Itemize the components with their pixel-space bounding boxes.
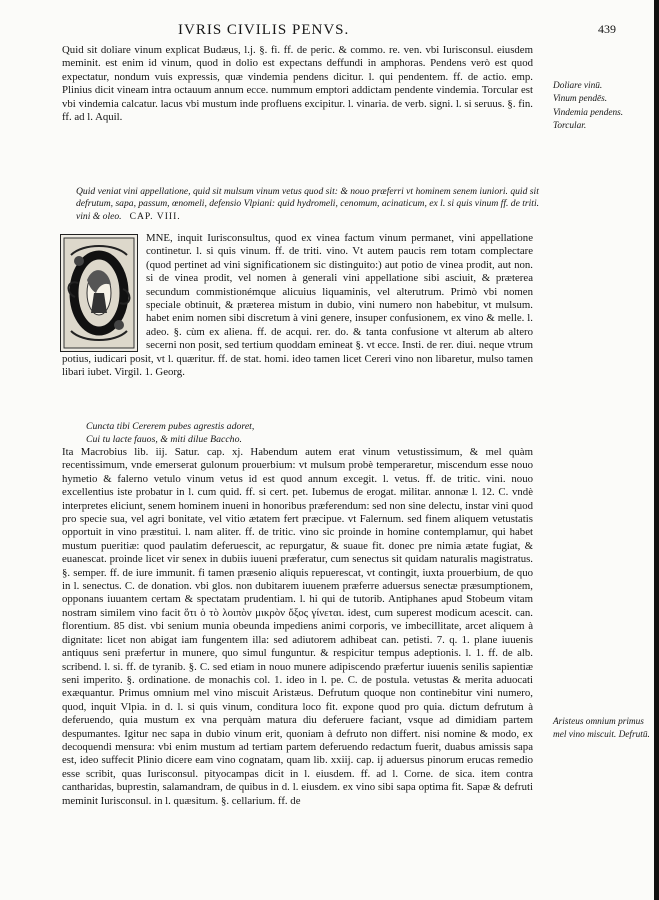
opening-paragraph: Quid sit doliare vinum explicat Budæus, l.j. §. fi. ff. de peric. & commo. re. ven. vbi Iurisconsul. eiusdem meminit. est enim id vinum, quod in dolio est expectans deffundi in amphoras. Pendens verò est quod expectatur, nondum vuis expressis, quæ vindemia pendens dicitur. l. qui pendentem. ff. de actio. emp. Plinius dicit vineam intra octauum annum ecce. nummum emptori addictam pendente vindemia. Torcular est vbi vindemia calcatur. lacus vbi mustum inde profluens excipitur. l. vinaria. de verb. signi. l. si seruus. §. fin. ff. ad l. Aquil. [62,44,533,124]
margin-note: Aristeus omnium primus mel vino miscuit. Defrutū. [553,717,650,741]
page-header [0,22,659,42]
margin-notes-bottom [553,716,653,743]
page-edge [654,0,659,900]
margin-note: Vinum pendēs. [553,94,608,105]
margin-note: Vindemia pendens. [553,107,624,118]
verse-line-1: Cuncta tibi Cererem pubes agrestis adoret, [86,421,255,432]
margin-note: Doliare vinū. [553,81,603,91]
main-paragraph-block [62,232,533,379]
chapter-heading [76,186,548,223]
main-paragraph: MNE, inquit Iurisconsultus, quod ex vinea factum vinum permanet, vini appellatione continetur. l. si quis vinum. ff. de triti. vino. Vt autem paucis rem totam complectare (quod pertinet ad vini significationem sic distinguito:) aut potio de vinea prodit, aut non. si de vinea prodit, vel nomen à generali vini appellatione sibi asciuit, & præterea secundum commistionémque alicuius liquaminis, vel alterutrum. Primò vbi nomen speciale obtinuit, & præterea mistum in dubio, vini numero non habebitur, vt mulsum. habet enim nomen sibi discretum à vini genere, insuper confusionem, ex vino & melle. l. adeo. §. cùm ex aliena. ff. de acqui. rer. do. & tanta confusione vt alterum ab altero secerni non posit, sed tertium quoddam emineat §. vt ecce. Insti. de rer. diui. neque vtrum potius, iudicari posit, vt l. quæritur. ff. de stat. homi. ideo tamen licet Cereri vino non libaretur, mulso tamen libari iubet. Virgil. 1. Georg. [62,232,533,379]
margin-note: Torcular. [553,121,587,132]
margin-notes-top [553,80,653,134]
chapter-number: CAP. VIII. [129,210,181,222]
verse-line-2: Cui tu lacte fauos, & miti dilue Baccho. [86,434,242,445]
decorated-initial-o-icon [60,234,138,352]
page-number: 439 [598,22,616,36]
ornament-icon [61,235,137,351]
verse-quotation [86,420,386,446]
chapter-summary: Quid veniat vini appellatione, quid sit mulsum vinum vetus quod sit: & nouo præferri vt hominem senem iuniori. quid sit defrutum, sapa, passum, œnomeli, defensio Vlpiani: quid hydromeli, cenomum, acinaticum, ex l. si quis vinum ff. de triti. vini & oleo. [76,186,540,222]
continued-paragraph: Ita Macrobius lib. iij. Satur. cap. xj. Habendum autem erat vinum vetustissimum, & mel quàm recentissimum, vnde emerserat gulonum prouerbium: vt mulsum probè temperaretur, miscendum esse nouo hymetio & falerno vetulo vinum vetus id est quod annum excegit. l. vetus. ff. de tritic. vini. nouo excellentius iste probatur in l. cum quid. ff. si cert. pet. Iubemus de erogat. militar. annonæ l. 12. C. vndè interpretes eliciunt, senem hominem inueni in honoribus præferendum: sed non sine delectu, instar vini quod pro specie sua, vel agri bonitate, vel vitio ætatem fert præcipue. vt Falernum. sed finem aliquem vetustatis opportuit in vino præstitui. l. nam aliter. ff. de tritic. vino sic proinde in homine contemplamur, qui habet mustum pueritiæ: quod paulatim deferuescit, ac repurgatur, & suaue fit. donec pre nimia ætate fugiat, & euanescat. proinde licet vir senex in dubiis iuueni præferatur, cum senectus sit quidam naturalis magistratus. §. semper. ff. de iure immunit. fi tamen præsenio aliquis repuerescat, vt contingit, iuxta prouerbium, de quo in l. senectus. C. de donation. vbi glos. non dubitarem iuuenem præferre aduersus senectæ præsumptionem, opponans iuuantem certam & spectatam prudentiam. l. hi qui de tutorib. Antiphanes apud Stobeum vitam nostram similem vino facit ὅτι ὁ τὸ λοιπὸν μικρὸν ὄξος γίνεται. idest, cum superest modicum acescit. can. florentium. 85 dist. vbi senium munia obeunda impediens animi corporis, ve imbecillitate, arcet aliquem à dignitate: licet non abigat iam fungentem illa: sed adiutorem adhibeat can. petisti. 7. q. 1. plane iuuenis antiquus seni præfertur in munere, quo simul funguntur. & respicitur tempus adeptionis. l. 1. ff. de alb. scribend. l. si. ff. de tyranib. §. C. sed etiam in nouo munere adipiscendo præfertur iuuenis senilis sapientiæ seni imperito. §. ordinatione. de monachis col. 1. ideo in l. pe. C. de postula. vetustas & merita aduocati exæquantur. Primus omnium mel vino miscuit Aristæus. Defrutum quoque non continebitur vini numero, quod, inquit Vlpia. in d. l. si quis vinum, conditura loco fit. expone quod pro quia. dictum defrutum à deferuendo, quia mustum ex vna perquàm matura diu deferuere faciant, vsque ad dimidiam partem despumantes. Igitur nec sapa in dubio vinum erit, quoniam à defruto non differt. nisi nomine & modo, ex decoquendi mensura: vbi enim mustum ad tertiam partem deferuendo redactum fuerit, duabus amissis sapa est, ideo suffecit Plinio dicere eam vino cognatam, quam lib. xxiij. cap. ij aduersus pinorum erucas remedio esse scribit, quas Iurisconsul. pityocampas dicit in l. eiusdem. ff. ad l. Corne. de sica. item contra cantharidas, buprestin, salamandram, de quibus in d. l. eiusdem. ex vino sibi sapa optima fit. Sapæ & defruti meminit Iurisconsul. in l. quæsitum. §. cellarium. ff. de [62,446,533,807]
running-title: IVRIS CIVILIS PENVS. [178,22,350,38]
